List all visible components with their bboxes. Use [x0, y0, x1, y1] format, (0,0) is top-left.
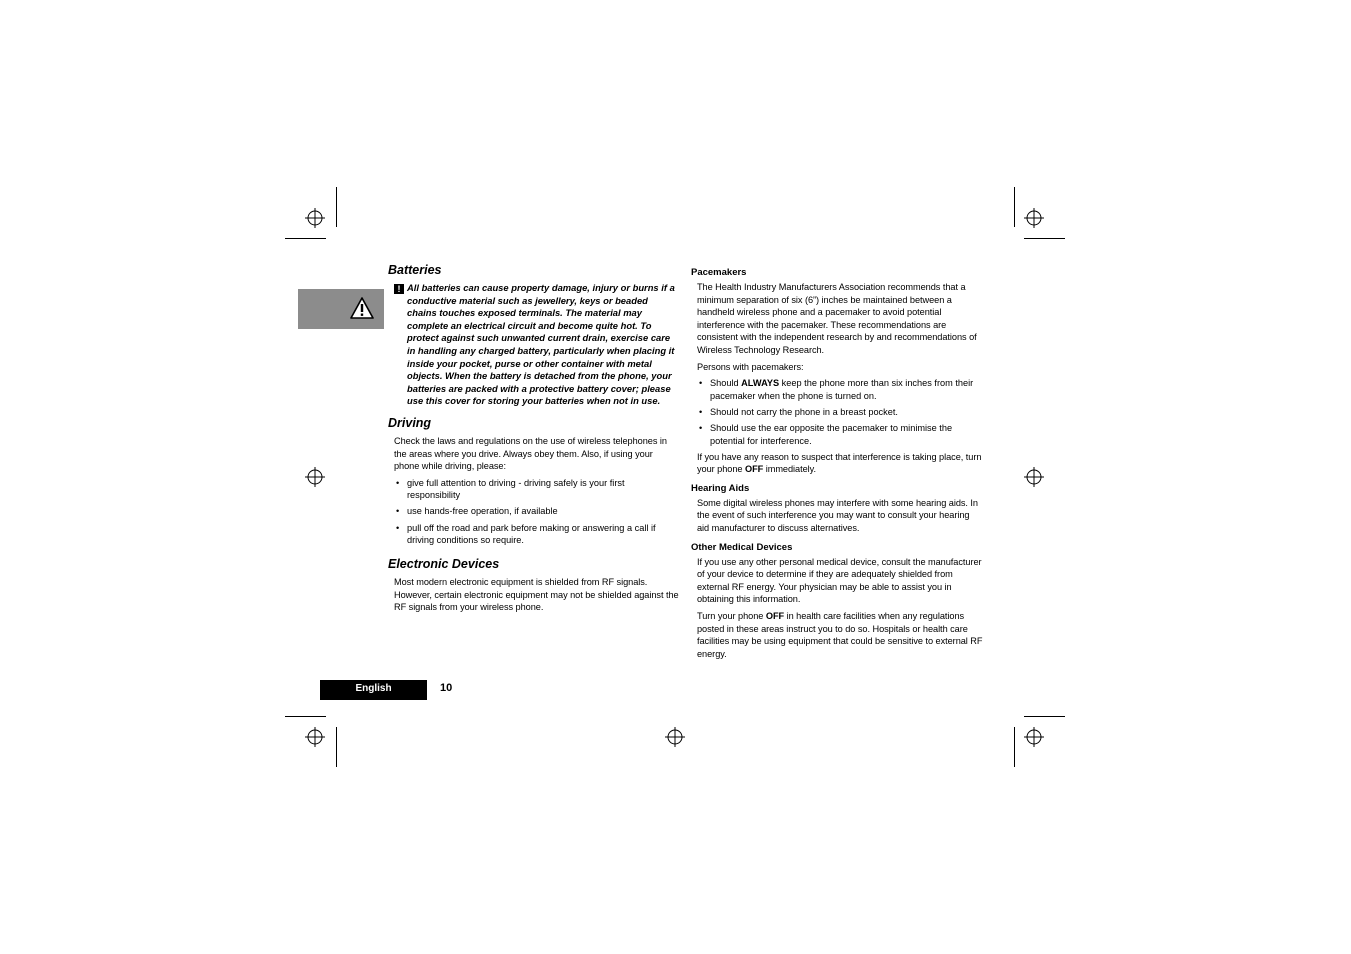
page-number: 10: [440, 682, 453, 694]
hearing-aids-text: Some digital wireless phones may interfere with some hearing aids. In the event of such interference you may want to consult your hearing aid manufacturer to discuss alternatives.: [697, 497, 978, 533]
registration-mark-icon: [1024, 208, 1044, 228]
electronic-devices-heading: Electronic Devices: [388, 557, 500, 572]
registration-mark-icon: [305, 208, 325, 228]
left-column: [388, 262, 680, 618]
driving-heading: Driving: [388, 415, 432, 430]
language-tab: English: [320, 680, 427, 700]
hearing-aids-heading: Hearing Aids: [691, 482, 750, 494]
list-item: • use hands-free operation, if available: [394, 505, 680, 518]
other-medical-heading: Other Medical Devices: [691, 541, 793, 553]
warning-panel: [298, 289, 384, 329]
crop-mark: [1014, 727, 1015, 767]
pacemakers-interference: If you have any reason to suspect that interference is taking place, turn your phone OFF immediately.: [697, 451, 982, 475]
right-column: [691, 266, 983, 664]
electronic-devices-text: Most modern electronic equipment is shielded from RF signals. However, certain electronic equipment may not be shielded against the RF signals from your wireless phone.: [394, 577, 679, 613]
pacemakers-persons: Persons with pacemakers:: [697, 361, 804, 372]
list-item: • give full attention to driving - driving safely is your first responsibility: [394, 477, 680, 502]
warning-triangle-icon: [350, 297, 374, 319]
other-medical-facilities: Turn your phone OFF in health care facilities when any regulations posted in these areas instruct you to do so. Hospitals or health care facilities may be using equipment that could be sensitive to external RF energy.: [697, 610, 983, 659]
registration-mark-icon: [305, 727, 325, 747]
registration-mark-icon: [1024, 727, 1044, 747]
list-item: • Should ALWAYS keep the phone more than six inches from their pacemaker when the phone is turned on.: [697, 377, 983, 402]
crop-mark: [336, 187, 337, 227]
list-item: • pull off the road and park before making or answering a call if driving conditions so require.: [394, 522, 680, 547]
other-medical-text: If you use any other personal medical device, consult the manufacturer of your device to determine if they are adequately shielded from external RF energy. Your physician may be able to assist you in obtaining this information.: [697, 556, 982, 605]
crop-mark: [285, 238, 326, 239]
pacemakers-list: [697, 377, 983, 447]
driving-intro: Check the laws and regulations on the use of wireless telephones in the areas where you drive. Always obey them. Also, if using your phone while driving, please:: [394, 435, 667, 472]
pacemakers-text: The Health Industry Manufacturers Association recommends that a minimum separation of six (6”) inches be maintained between a handheld wireless phone and a pacemaker to avoid potential interference with the pacemaker. These recommendations are consistent with the independent research by and recommendations of Wireless Technology Research.: [697, 282, 977, 355]
registration-mark-icon: [1024, 467, 1044, 487]
crop-mark: [1014, 187, 1015, 227]
registration-mark-icon: [305, 467, 325, 487]
crop-mark: [336, 727, 337, 767]
pacemakers-heading: Pacemakers: [691, 267, 747, 278]
driving-list: [394, 477, 680, 547]
batteries-heading: Batteries: [388, 263, 442, 277]
registration-mark-icon: [665, 727, 685, 747]
crop-mark: [1024, 716, 1065, 717]
crop-mark: [285, 716, 326, 717]
crop-mark: [1024, 238, 1065, 239]
batteries-warning-text: All batteries can cause property damage, injury or burns if a conductive material such as jewellery, keys or beaded chains touches exposed terminals. The material may complete an electrical circuit and become quite hot. To protect against such unwanted current drain, exercise care in handling any charged battery, particularly when placing it inside your pocket, purse or other container with metal objects. When the battery is detached from the phone, your batteries are packed with a protective battery cover; please use this cover for storing your batteries when not in use.: [407, 282, 675, 407]
batteries-warning: [394, 282, 680, 408]
list-item: • Should not carry the phone in a breast pocket.: [697, 406, 983, 419]
list-item: • Should use the ear opposite the pacemaker to minimise the potential for interference.: [697, 422, 983, 447]
warning-mark-icon: !: [394, 284, 404, 294]
